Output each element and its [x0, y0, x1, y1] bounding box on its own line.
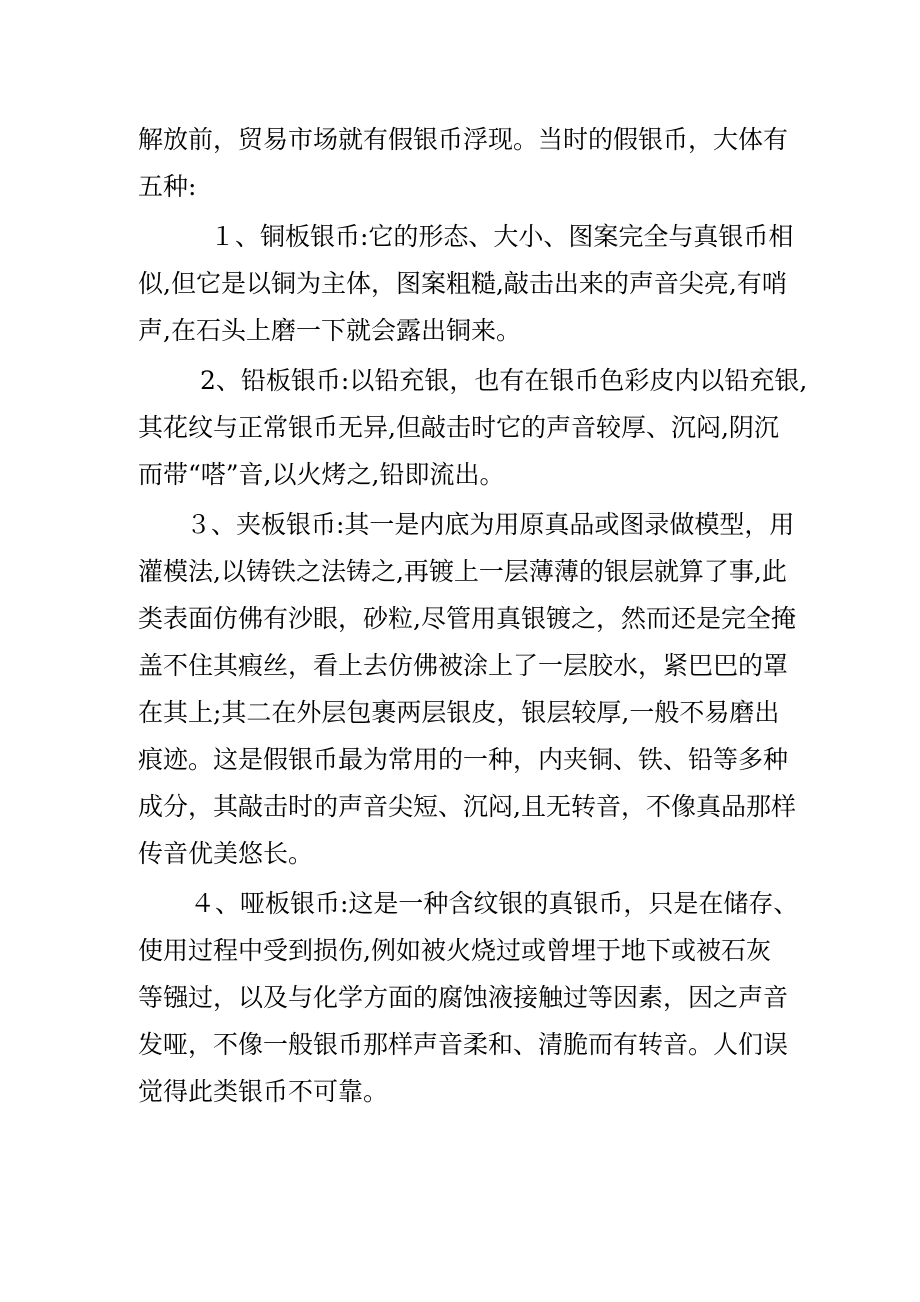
paragraph-lead-coin	[138, 357, 808, 498]
text-line: 声,在石头上磨一下就会露出铜来。	[138, 316, 521, 345]
text-line: 五种:	[138, 172, 197, 201]
text-line: ３、夹板银币:其一是内底为用原真品或图录做模型，用	[186, 510, 795, 539]
text-line: 类表面仿佛有沙眼，砂粒,尽管用真银镀之，然而还是完全掩	[138, 604, 796, 633]
text-line: 而带“嗒”音,以火烤之,铅即流出。	[138, 460, 505, 489]
text-line: 等镪过，以及与化学方面的腐蚀液接触过等因素，因之声音	[138, 983, 789, 1012]
text-line: 成分，其敲击时的声音尖短、沉闷,且无转音，不像真品那样	[138, 792, 796, 821]
text-line: 其花纹与正常银币无异,但敲击时它的声音较厚、沉闷,阴沉	[138, 413, 779, 442]
text-line: １、铜板银币:它的形态、大小、图案完全与真银币相	[210, 222, 794, 251]
paragraph-copper-coin	[138, 213, 794, 354]
text-line: ４、哑板银币:这是一种含纹银的真银币，只是在储存、	[190, 889, 799, 918]
paragraph-intro	[138, 116, 788, 210]
text-line: 传音优美悠长。	[138, 839, 314, 868]
paragraph-clad-coin	[138, 501, 796, 877]
text-line: 似,但它是以铜为主体，图案粗糙,敲击出来的声音尖亮,有哨	[138, 269, 787, 298]
text-line: 解放前，贸易市场就有假银币浮现。当时的假银币，大体有	[138, 125, 789, 154]
text-line: 觉得此类银币不可靠。	[138, 1077, 389, 1106]
text-line: 使用过程中受到损伤,例如被火烧过或曾埋于地下或被石灰	[138, 936, 771, 965]
document-body	[138, 116, 808, 1115]
text-line: 2、铅板银币:以铅充银，也有在银币色彩皮内以铅充银,	[200, 366, 808, 395]
text-line: 盖不住其瘕丝，看上去仿佛被涂上了一层胶水，紧巴巴的罩	[138, 651, 789, 680]
paragraph-mute-coin	[138, 880, 799, 1115]
text-line: 在其上;其二在外层包裹两层银皮，银层较厚,一般不易磨出	[138, 698, 780, 727]
text-line: 发哑，不像一般银币那样声音柔和、清脆而有转音。人们误	[138, 1030, 789, 1059]
text-line: 痕迹。这是假银币最为常用的一种，内夹铜、铁、铅等多种	[138, 745, 789, 774]
text-line: 灌模法,以铸铁之法铸之,再镀上一层薄薄的银层就算了事,此	[138, 557, 787, 586]
